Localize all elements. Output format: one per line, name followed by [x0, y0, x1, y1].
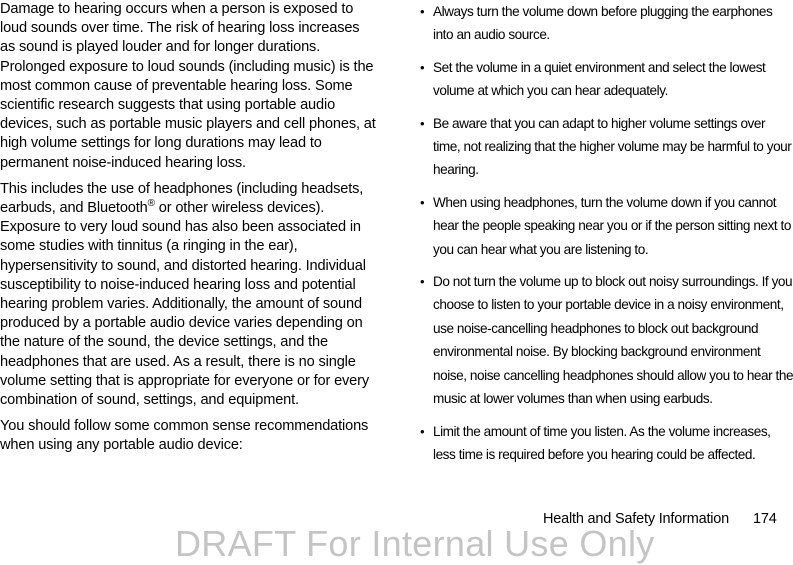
- bullet-item: [420, 270, 793, 410]
- draft-watermark: DRAFT For Internal Use Only: [175, 523, 655, 564]
- bullet-item: [420, 56, 793, 103]
- paragraph-hearing-damage: Damage to hearing occurs when a person is exposed to loud sounds over time. The risk of hearing loss increases as sound is played louder and for longer durations. Prolonged exposure to loud sounds (including music) is the most common cause of preventable hearing loss. Some scientific research suggests that using portable audio devices, such as portable music players and cell phones, at high volume settings for long durations may lead to permanent noise-induced hearing loss.: [0, 1, 376, 171]
- bullet-text: Always turn the volume down before plugging the earphones into an audio source.: [433, 4, 773, 43]
- page-number: 174: [753, 511, 777, 527]
- bullet-dot-icon: •: [420, 423, 425, 439]
- bullet-dot-icon: •: [420, 59, 425, 75]
- bullet-dot-icon: •: [420, 194, 425, 210]
- bullet-text: Do not turn the volume up to block out noisy surroundings. If you choose to listen to your portable device in a noisy environment, use noise-cancelling headphones to block out background environmental noise. By blocking background environment noise, noise cancelling headphones should allow you to hear the music at lower volumes than when using earbuds.: [433, 274, 793, 407]
- paragraph-headphones-end: or other wireless devices). Exposure to very loud sound has also been associated in some studies with tinnitus (a ringing in the ear), hypersensitivity to sound, and distorted hearing. Individual susceptibility to noise-induced hearing loss and potential hearing problem varies. Additionally, the amount of sound produced by a portable audio device varies depending on the nature of the sound, the device settings, and the headphones that are used. As a result, there is no single volume setting that is appropriate for everyone or for every combination of sound, settings, and equipment.: [0, 200, 370, 409]
- bullet-item: [420, 191, 793, 261]
- bullet-dot-icon: •: [420, 274, 425, 290]
- paragraph-headphones-start: This includes the use of headphones (including headsets, earbuds, and Bluetooth: [0, 180, 364, 217]
- bullet-dot-icon: •: [420, 115, 425, 131]
- bullet-text: Set the volume in a quiet environment and select the lowest volume at which you can hear adequately.: [433, 59, 766, 99]
- left-column: [0, 0, 378, 463]
- bullet-item: [420, 0, 793, 47]
- paragraph-headphones: [0, 180, 378, 410]
- bullet-text: Be aware that you can adapt to higher volume settings over time, not realizing that the higher volume may be harmful to your hearing.: [433, 115, 792, 178]
- bullet-item: [420, 420, 793, 467]
- bullet-dot-icon: •: [420, 4, 425, 19]
- right-column: [420, 0, 793, 475]
- bullet-text: Limit the amount of time you listen. As the volume increases, less time is required before you hearing could be affected.: [433, 423, 771, 462]
- footer-section-title: Health and Safety Information: [543, 511, 730, 527]
- bullet-text: When using headphones, turn the volume down if you cannot hear the people speaking near you or if the person sitting next to you can hear what you are listening to.: [433, 194, 791, 257]
- bullet-item: [420, 112, 793, 182]
- paragraph-recommendations-intro: You should follow some common sense recommendations when using any portable audio device:: [0, 418, 369, 454]
- registered-mark: ®: [147, 198, 155, 210]
